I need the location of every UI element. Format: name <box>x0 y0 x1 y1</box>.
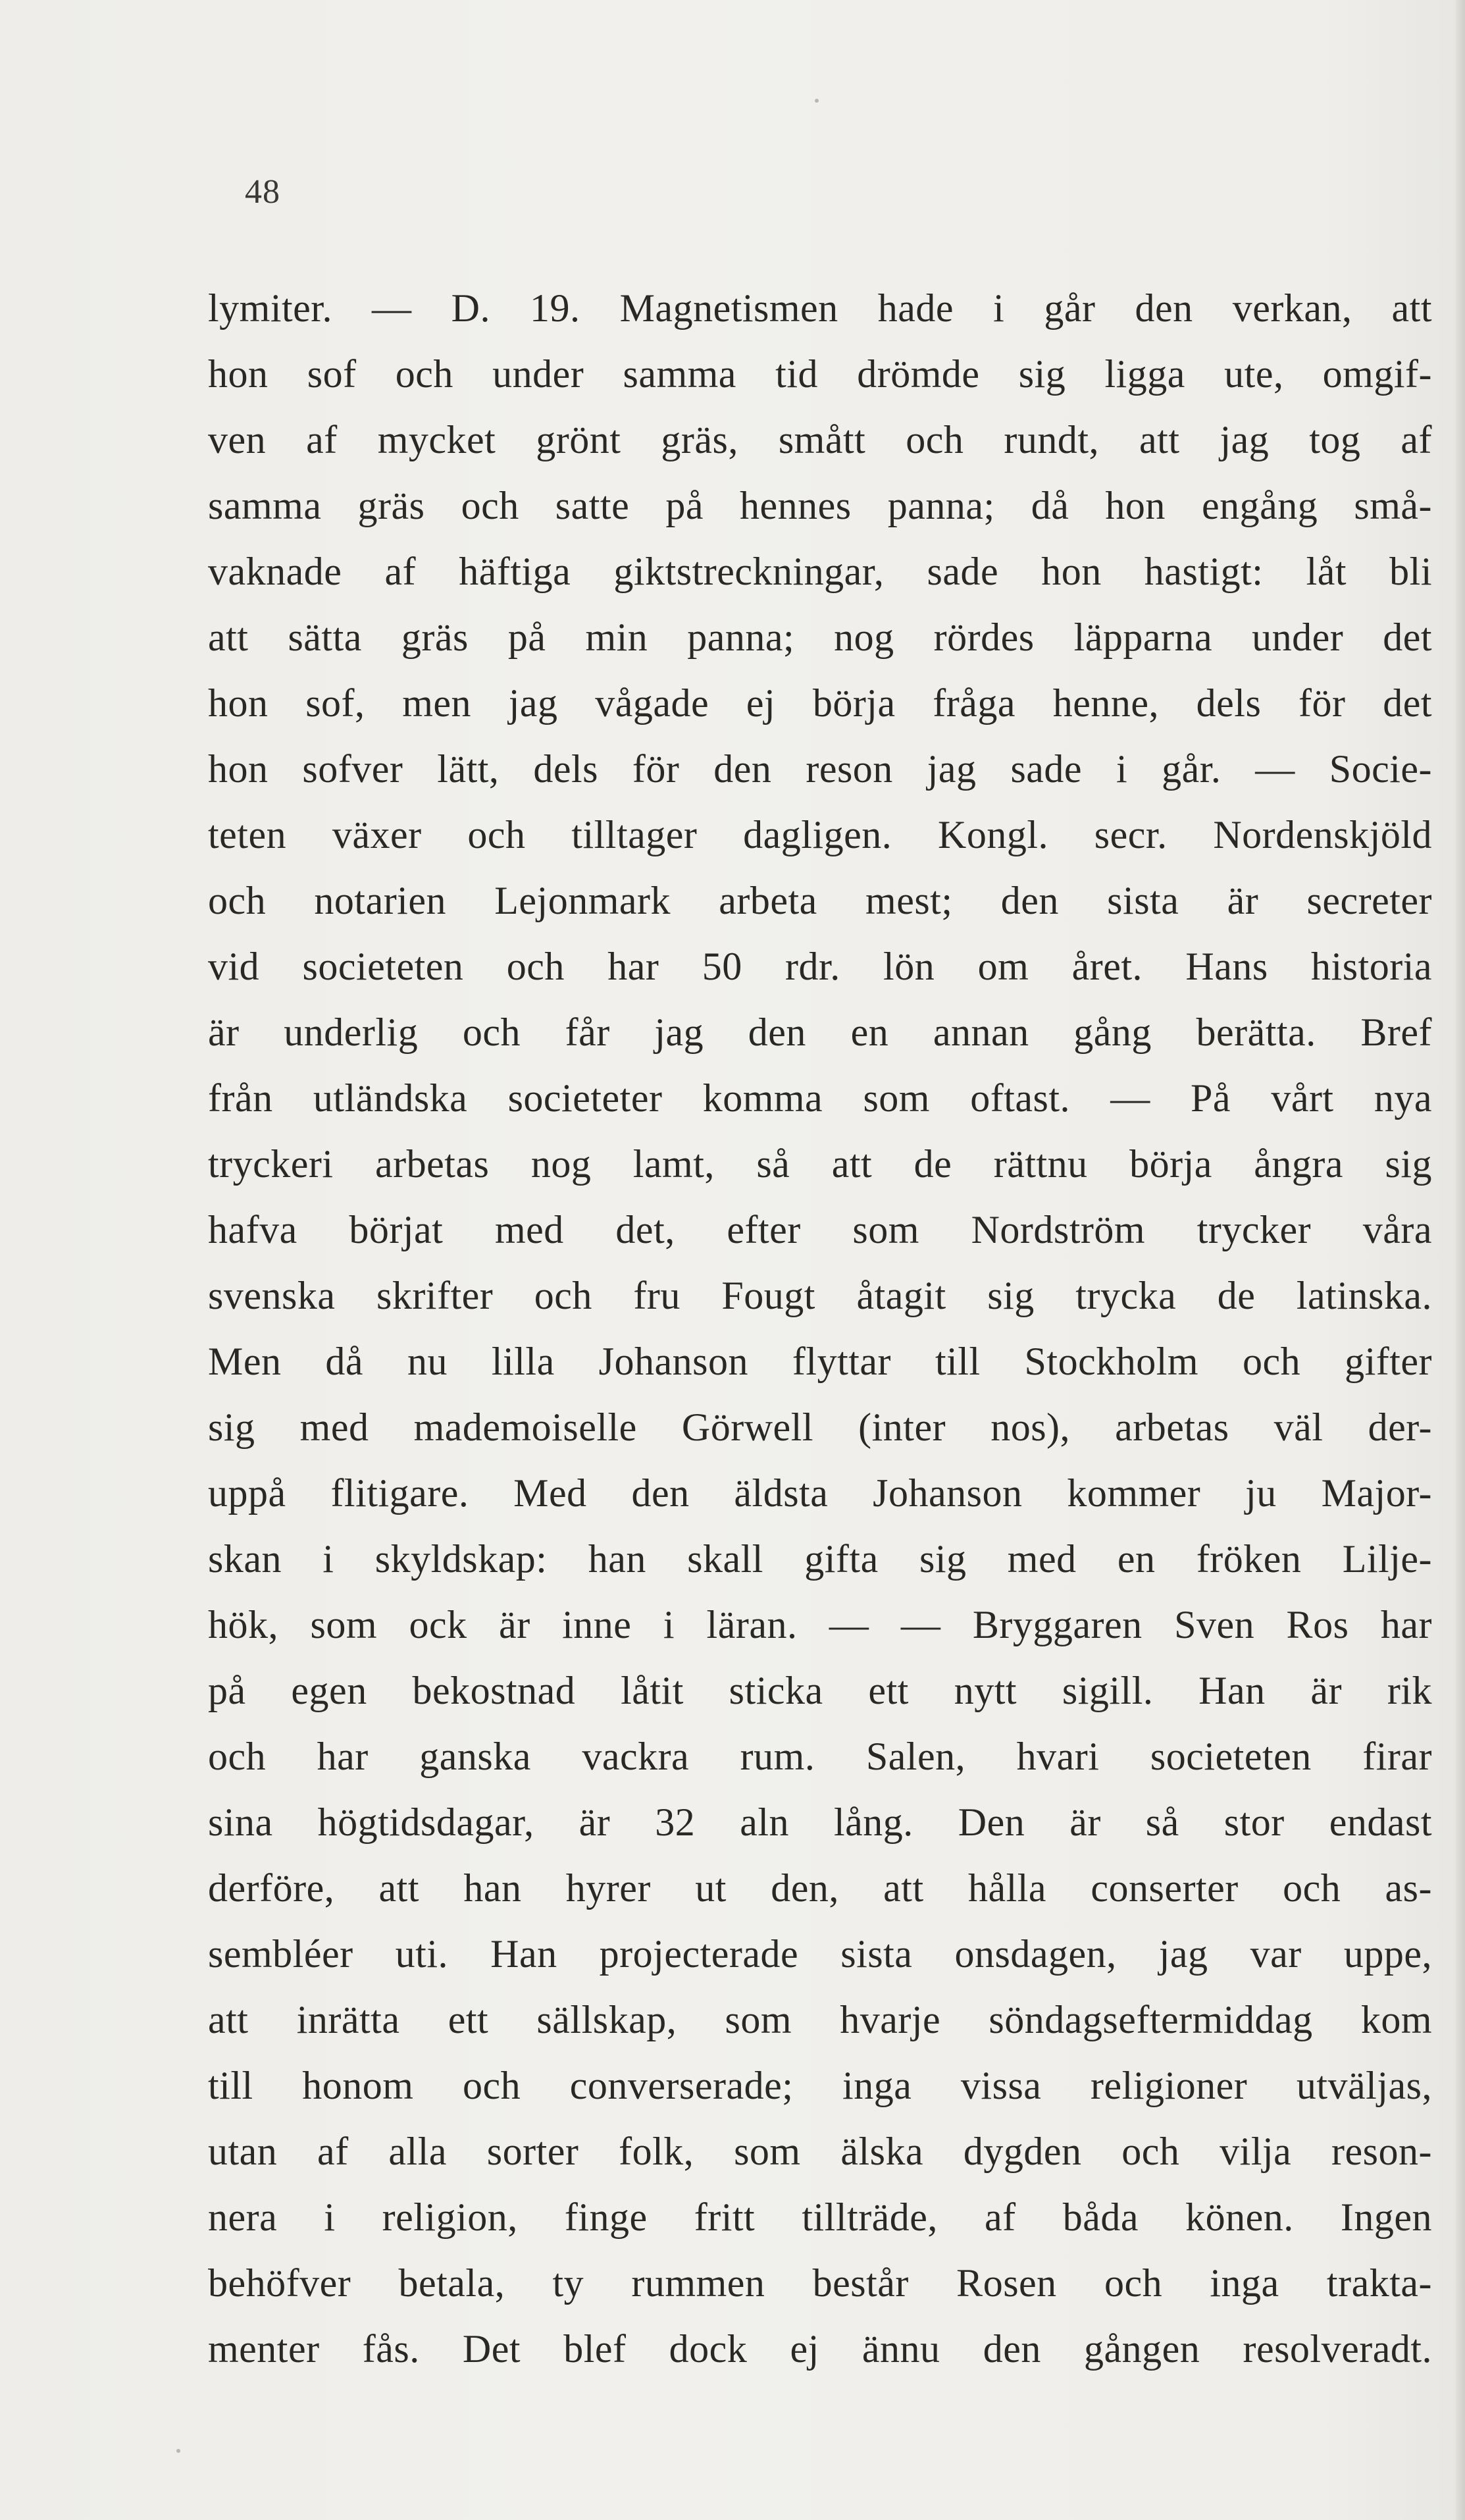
text-line: uppå flitigare. Med den äldsta Johanson kommer ju Major- <box>208 1471 1432 1515</box>
text-line: tryckeri arbetas nog lamt, så att de rättnu börja ångra sig <box>208 1142 1432 1186</box>
text-line: hon sof och under samma tid drömde sig ligga ute, omgif- <box>208 352 1432 396</box>
text-line: nera i religion, finge fritt tillträde, af båda könen. Ingen <box>208 2195 1432 2239</box>
text-line: Men då nu lilla Johanson flyttar till Stockholm och gifter <box>208 1340 1432 1383</box>
text-line: vid societeten och har 50 rdr. lön om året. Hans historia <box>208 945 1432 988</box>
text-line: sig med mademoiselle Görwell (inter nos), arbetas väl der- <box>208 1405 1432 1449</box>
text-line: derföre, att han hyrer ut den, att hålla conserter och as- <box>208 1866 1432 1910</box>
text-line: utan af alla sorter folk, som älska dygden och vilja reson- <box>208 2130 1432 2173</box>
text-line: och har ganska vackra rum. Salen, hvari societeten firar <box>208 1735 1432 1778</box>
paper-speck <box>815 99 819 103</box>
text-line: svenska skrifter och fru Fougt åtagit sig trycka de latinska. <box>208 1274 1432 1317</box>
body-text <box>208 275 1432 2382</box>
text-line: lymiter. — D. 19. Magnetismen hade i går den verkan, att <box>208 286 1432 330</box>
text-line: att inrätta ett sällskap, som hvarje söndagseftermiddag kom <box>208 1998 1432 2041</box>
paper-speck <box>176 2449 180 2453</box>
page-number: 48 <box>245 173 280 211</box>
text-line: sembléer uti. Han projecterade sista onsdagen, jag var uppe, <box>208 1932 1432 1976</box>
text-line: samma gräs och satte på hennes panna; då hon engång små- <box>208 484 1432 527</box>
text-line: att sätta gräs på min panna; nog rördes läpparna under det <box>208 616 1432 659</box>
text-line: hon sofver lätt, dels för den reson jag sade i går. — Socie- <box>208 747 1432 791</box>
text-line: ven af mycket grönt gräs, smått och rundt, att jag tog af <box>208 418 1432 461</box>
text-line: till honom och converserade; inga vissa religioner utväljas, <box>208 2064 1432 2107</box>
text-line: är underlig och får jag den en annan gång berätta. Bref <box>208 1011 1432 1054</box>
text-line: skan i skyldskap: han skall gifta sig med en fröken Lilje- <box>208 1537 1432 1581</box>
text-line: vaknade af häftiga giktstreckningar, sade hon hastigt: låt bli <box>208 550 1432 593</box>
text-line: menter fås. Det blef dock ej ännu den gången resolveradt. <box>208 2327 1432 2371</box>
text-line: hon sof, men jag vågade ej börja fråga henne, dels för det <box>208 681 1432 725</box>
text-line: teten växer och tilltager dagligen. Kongl. secr. Nordenskjöld <box>208 813 1432 856</box>
text-line: hök, som ock är inne i läran. — — Bryggaren Sven Ros har <box>208 1603 1432 1646</box>
page-edge <box>1456 0 1465 2520</box>
text-line: från utländska societeter komma som oftast. — På vårt nya <box>208 1076 1432 1120</box>
text-line: hafva börjat med det, efter som Nordström trycker våra <box>208 1208 1432 1251</box>
text-line: på egen bekostnad låtit sticka ett nytt sigill. Han är rik <box>208 1669 1432 1712</box>
text-line: och notarien Lejonmark arbeta mest; den sista är secreter <box>208 879 1432 922</box>
text-line: behöfver betala, ty rummen består Rosen och inga trakta- <box>208 2261 1432 2305</box>
text-line: sina högtidsdagar, är 32 aln lång. Den är så stor endast <box>208 1800 1432 1844</box>
